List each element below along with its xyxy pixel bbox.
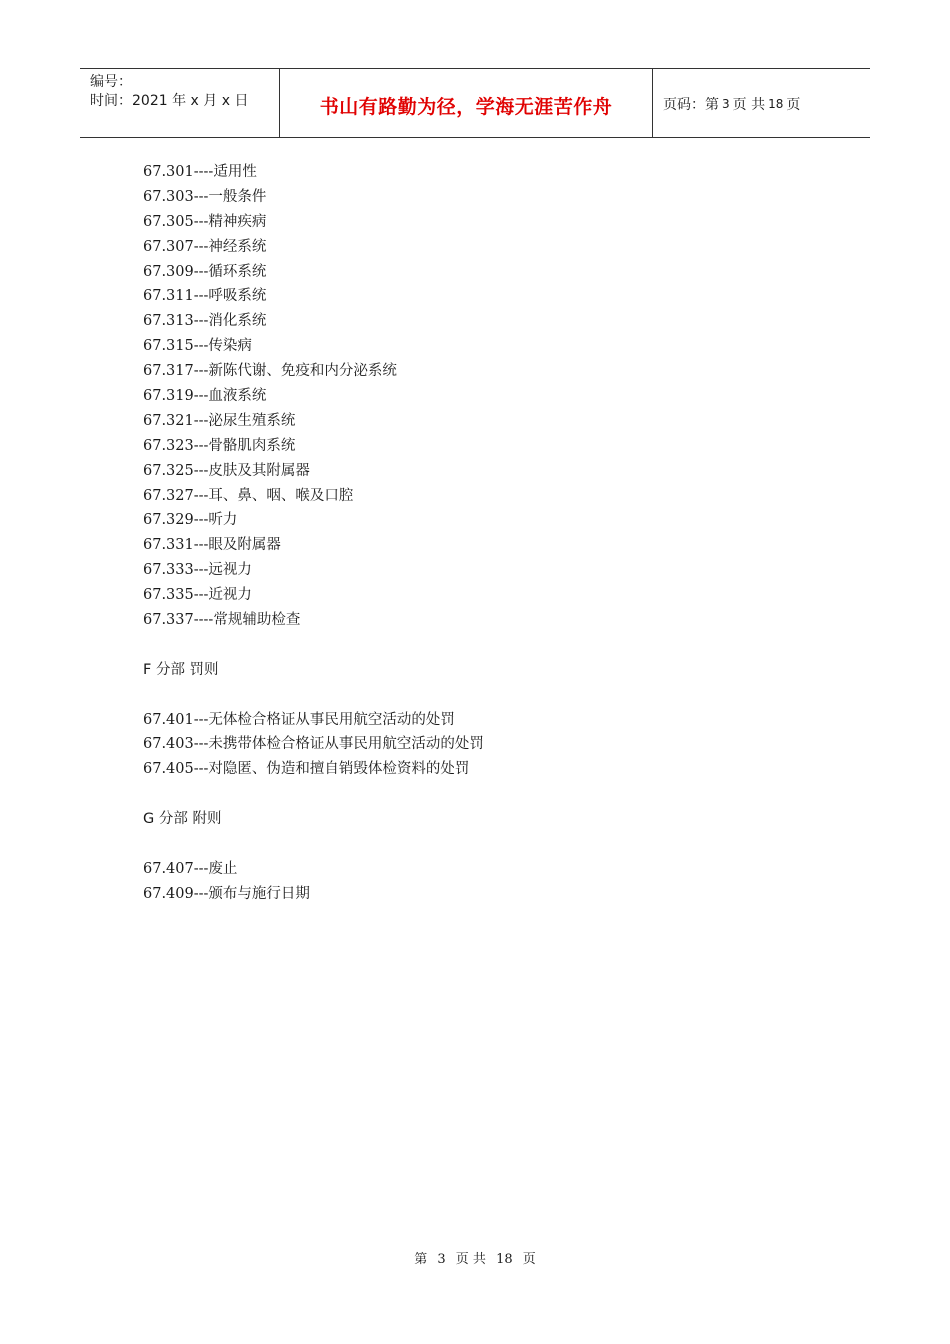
toc-item: 67.335---近视力: [143, 587, 252, 604]
footer-suffix: 页: [522, 1252, 536, 1267]
toc-item: 67.313---消化系统: [143, 313, 267, 330]
toc-item: 67.309---循环系统: [143, 263, 267, 280]
page-header: [80, 68, 870, 138]
toc-item: 67.409---颁布与施行日期: [143, 885, 310, 902]
toc-item: 67.401---无体检合格证从事民用航空活动的处罚: [143, 711, 455, 728]
toc-item: 67.305---精神疾病: [143, 213, 267, 230]
toc-item: 67.303---一般条件: [143, 188, 267, 205]
toc-item: 67.311---呼吸系统: [143, 288, 267, 305]
toc-item: 67.333---远视力: [143, 562, 252, 579]
motto-text: 书山有路勤为径，学海无涯苦作舟: [319, 95, 613, 118]
toc-item: 67.327---耳、鼻、咽、喉及口腔: [143, 487, 354, 504]
footer-current: 3: [437, 1252, 446, 1267]
toc-item: 67.405---对隐匿、伪造和擅自销毁体检资料的处罚: [143, 761, 470, 778]
header-page-info: [653, 69, 870, 137]
section-heading: G 分部 附则: [143, 811, 222, 828]
table-of-contents: [143, 160, 484, 907]
header-motto-cell: [280, 69, 653, 137]
toc-item: 67.321---泌尿生殖系统: [143, 412, 296, 429]
page-total: 18: [768, 97, 784, 111]
toc-item: 67.403---未携带体检合格证从事民用航空活动的处罚: [143, 736, 484, 753]
page-mid: 页 共: [732, 97, 766, 113]
page-footer: [0, 1248, 950, 1267]
footer-mid: 页 共: [455, 1252, 486, 1267]
toc-item: 67.323---骨骼肌肉系统: [143, 437, 296, 454]
footer-total: 18: [496, 1252, 513, 1267]
page-suffix: 页: [786, 97, 801, 113]
toc-item: 67.407---废止: [143, 860, 238, 877]
toc-item: 67.319---血液系统: [143, 388, 267, 405]
section-heading: F 分部 罚则: [143, 661, 219, 678]
header-meta: [80, 69, 280, 137]
toc-item: 67.315---传染病: [143, 338, 252, 355]
toc-item: 67.337----常规辅助检查: [143, 612, 301, 629]
page-prefix: 页码：第: [663, 97, 719, 113]
toc-item: 67.325---皮肤及其附属器: [143, 462, 310, 479]
page-current: 3: [722, 97, 730, 111]
footer-prefix: 第: [414, 1252, 428, 1267]
toc-item: 67.301----适用性: [143, 164, 257, 180]
toc-item: 67.307---神经系统: [143, 238, 267, 255]
toc-item: 67.329---听力: [143, 512, 238, 529]
number-label: 编号：: [90, 74, 132, 90]
time-label: 时间：2021 年 x 月 x 日: [90, 93, 249, 109]
toc-item: 67.331---眼及附属器: [143, 537, 281, 554]
toc-item: 67.317---新陈代谢、免疫和内分泌系统: [143, 363, 397, 380]
